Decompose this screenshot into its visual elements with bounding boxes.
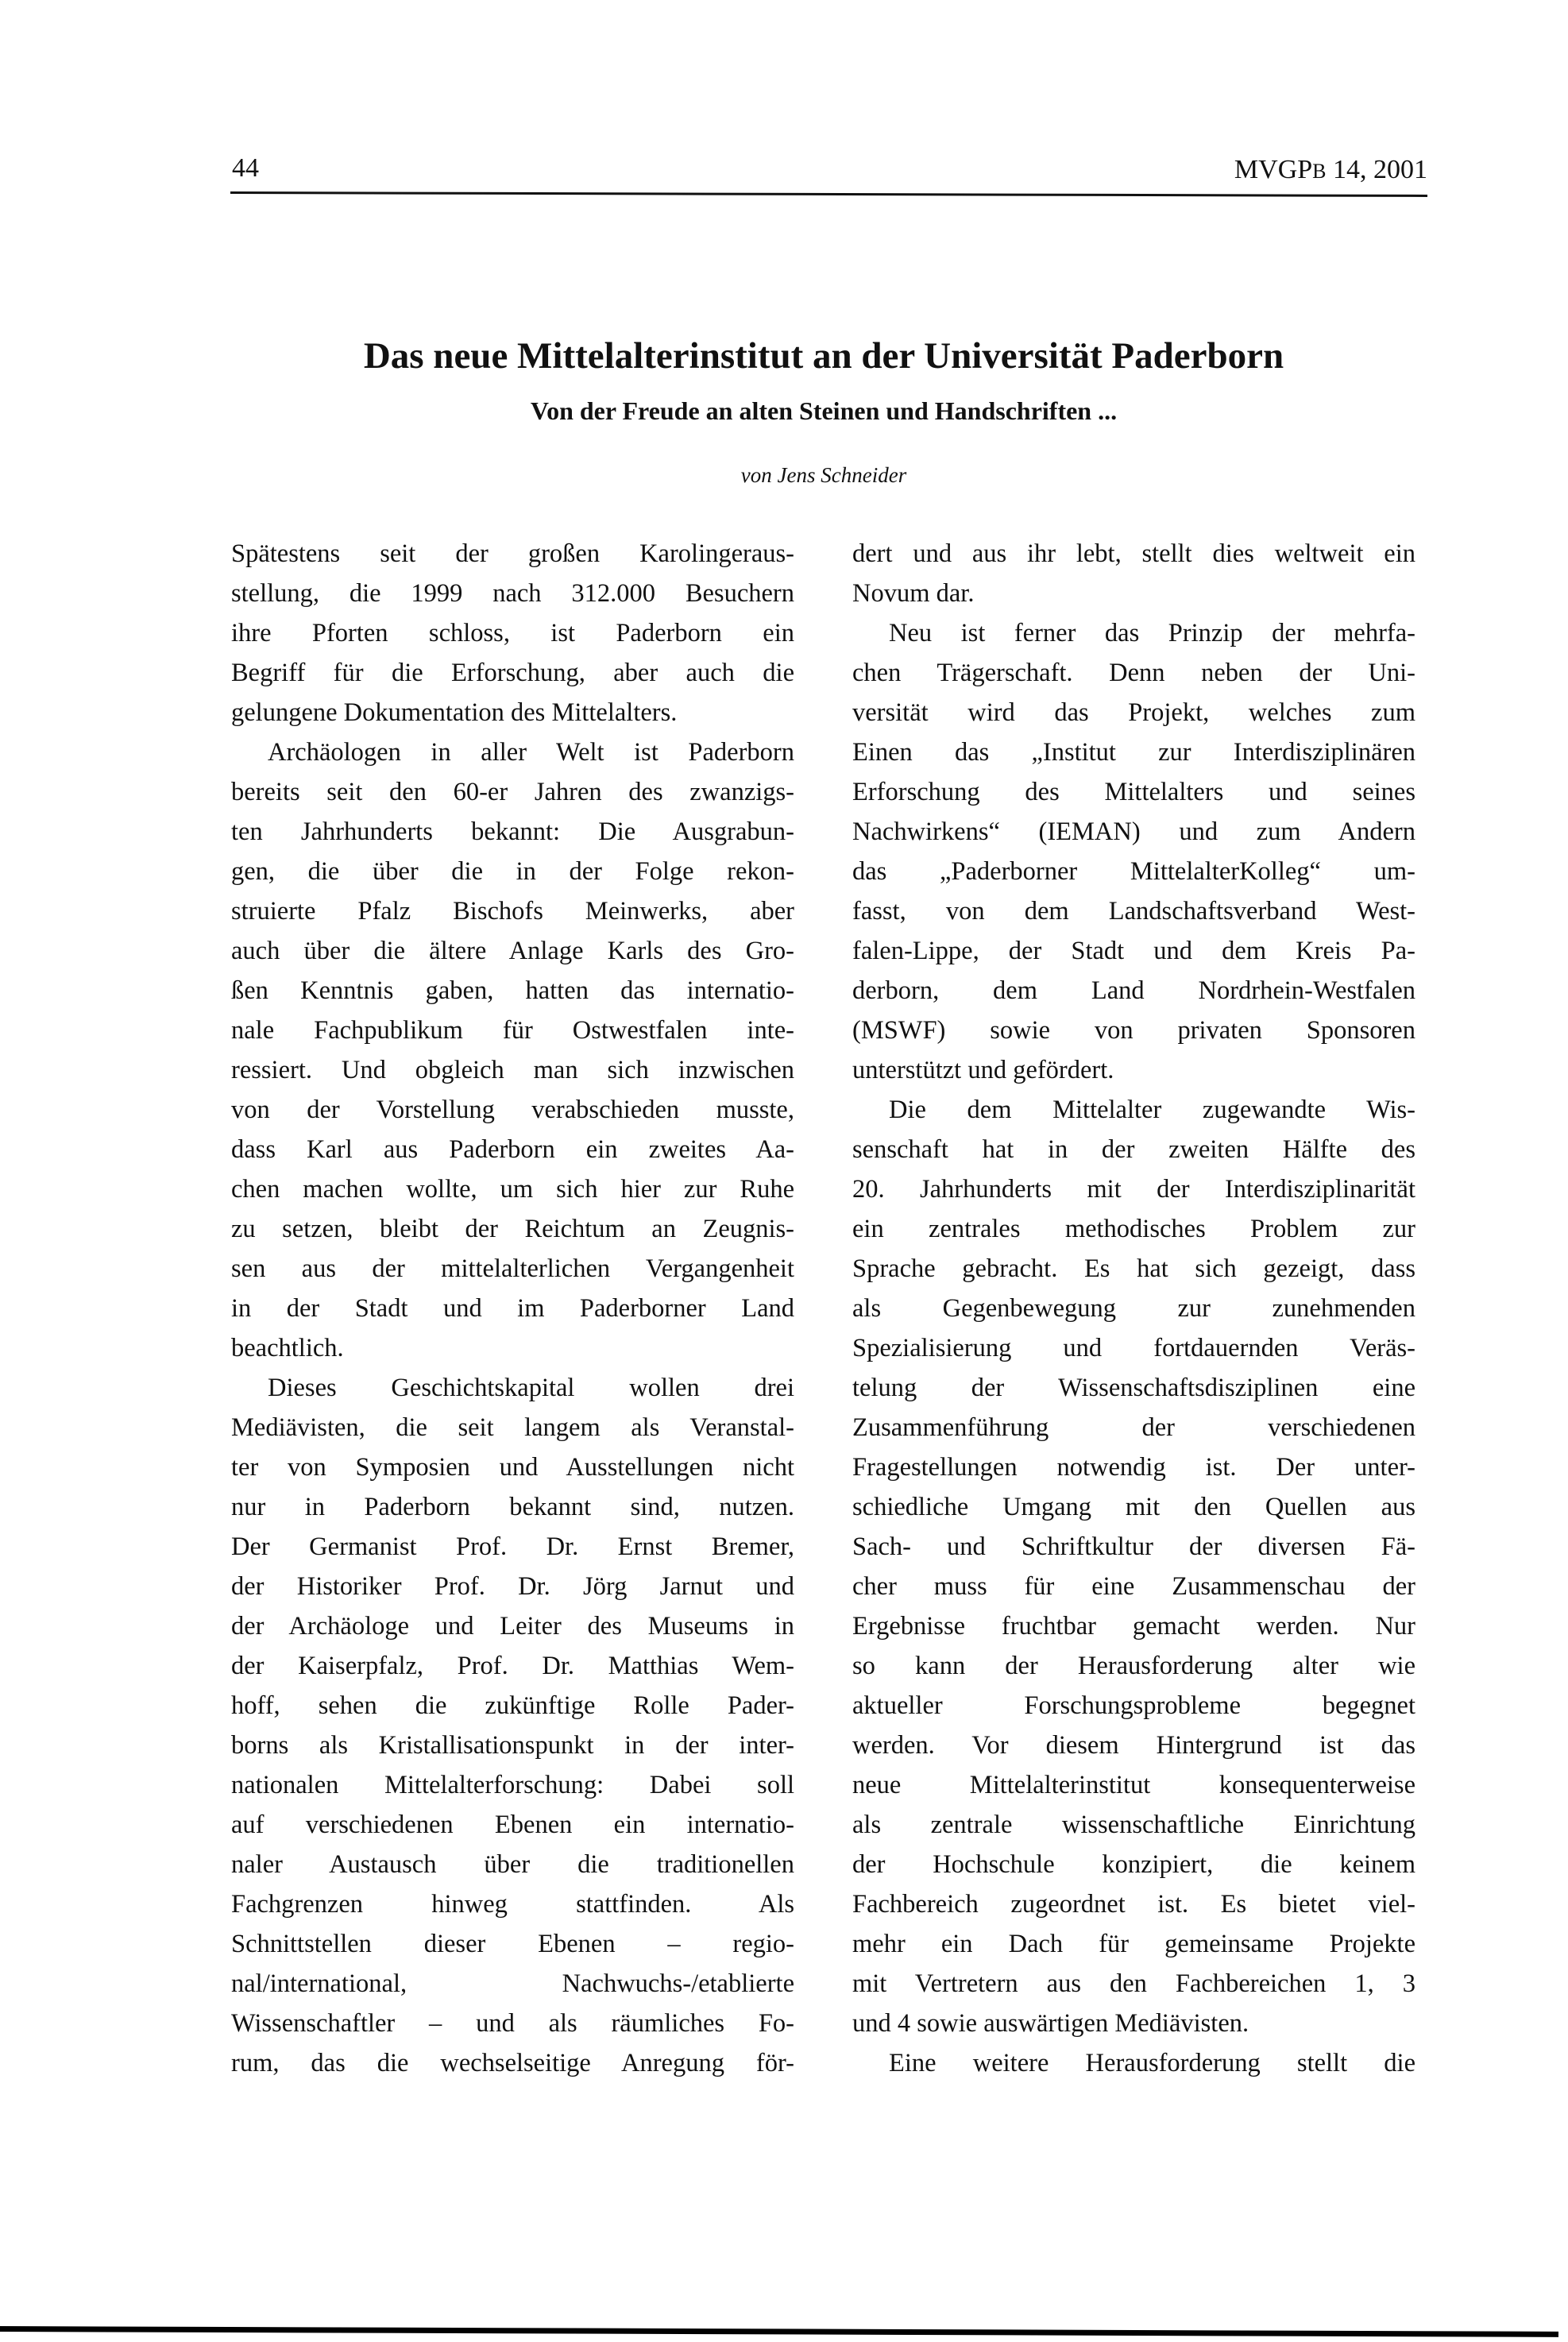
text-line: schiedliche Umgang mit den Quellen aus [852, 1493, 1415, 1521]
text-line: auf verschiedenen Ebenen ein internatio- [231, 1811, 794, 1839]
text-line: Die dem Mittelalter zugewandte Wis- [889, 1096, 1415, 1124]
page-number: 44 [232, 153, 259, 183]
text-line: aktueller Forschungsprobleme begegnet [852, 1691, 1415, 1720]
text-line: der Archäologe und Leiter des Museums in [231, 1612, 794, 1641]
text-line: auch über die ältere Anlage Karls des Gro- [231, 937, 794, 965]
text-line: chen Trägerschaft. Denn neben der Uni- [852, 659, 1415, 687]
text-line: ressiert. Und obgleich man sich inzwischen [231, 1056, 794, 1084]
text-line: bereits seit den 60-er Jahren des zwanzigs- [231, 778, 794, 806]
text-line: Mediävisten, die seit langem als Veranstal- [231, 1413, 794, 1442]
text-line: Fachbereich zugeordnet ist. Es bietet viel- [852, 1890, 1415, 1919]
text-line: Novum dar. [852, 579, 975, 608]
text-line: rum, das die wechselseitige Anregung för- [231, 2049, 794, 2077]
text-line: Fachgrenzen hinweg stattfinden. Als [231, 1890, 794, 1919]
text-line: ihre Pforten schloss, ist Paderborn ein [231, 619, 794, 647]
text-line: zu setzen, bleibt der Reichtum an Zeugnis- [231, 1215, 794, 1243]
text-line: Fragestellungen notwendig ist. Der unter- [852, 1453, 1415, 1482]
text-line: Erforschung des Mittelalters und seines [852, 778, 1415, 806]
text-line: dert und aus ihr lebt, stellt dies weltweit ein [852, 539, 1415, 568]
text-line: Wissenschaftler – und als räumliches Fo- [231, 2009, 794, 2038]
bottom-scan-edge [0, 2326, 1558, 2337]
text-line: Zusammenführung der verschiedenen [852, 1413, 1415, 1442]
text-line: telung der Wissenschaftsdisziplinen eine [852, 1374, 1415, 1402]
text-line: beachtlich. [231, 1334, 344, 1362]
text-line: Dieses Geschichtskapital wollen drei [268, 1374, 794, 1402]
text-line: senschaft hat in der zweiten Hälfte des [852, 1135, 1415, 1164]
text-line: unterstützt und gefördert. [852, 1056, 1114, 1084]
text-line: struierte Pfalz Bischofs Meinwerks, aber [231, 897, 794, 926]
text-line: (MSWF) sowie von privaten Sponsoren [852, 1016, 1415, 1045]
text-line: ter von Symposien und Ausstellungen nicht [231, 1453, 794, 1482]
journal-issue: 14, 2001 [1326, 155, 1427, 184]
text-line: Spätestens seit der großen Karolingeraus- [231, 539, 794, 568]
paragraph [852, 1090, 1415, 2043]
text-line: naler Austausch über die traditionellen [231, 1850, 794, 1879]
text-line: Archäologen in aller Welt ist Paderborn [268, 738, 794, 767]
text-line: gelungene Dokumentation des Mittelalters. [231, 698, 678, 727]
text-line: versität wird das Projekt, welches zum [852, 698, 1415, 727]
text-line: Begriff für die Erforschung, aber auch die [231, 659, 794, 687]
journal-reference [1234, 153, 1427, 189]
text-line: als zentrale wissenschaftliche Einrichtung [852, 1811, 1415, 1839]
paragraph [231, 534, 794, 732]
text-line: nur in Paderborn bekannt sind, nutzen. [231, 1493, 794, 1521]
article-subtitle: Von der Freude an alten Steinen und Handschriften ... [530, 396, 1118, 425]
header-rule [230, 191, 1427, 197]
text-line: fasst, von dem Landschaftsverband West- [852, 897, 1415, 926]
text-line: als Gegenbewegung zur zunehmenden [852, 1294, 1415, 1323]
text-line: Der Germanist Prof. Dr. Ernst Bremer, [231, 1532, 794, 1561]
text-line: in der Stadt und im Paderborner Land [231, 1294, 794, 1323]
paragraph [852, 2043, 1415, 2083]
text-line: der Historiker Prof. Dr. Jörg Jarnut und [231, 1572, 794, 1601]
article-title: Das neue Mittelalterinstitut an der Universität Paderborn [363, 335, 1284, 377]
text-column-left [231, 534, 794, 2083]
journal-small-cap: B [1312, 160, 1327, 183]
paragraph [852, 534, 1415, 613]
text-line: falen-Lippe, der Stadt und dem Kreis Pa- [852, 937, 1415, 965]
text-line: so kann der Herausforderung alter wie [852, 1652, 1415, 1680]
text-line: nal/international, Nachwuchs-/etablierte [231, 1969, 794, 1998]
article-byline: von Jens Schneider [740, 463, 907, 487]
text-line: hoff, sehen die zukünftige Rolle Pader- [231, 1691, 794, 1720]
text-line: cher muss für eine Zusammenschau der [852, 1572, 1415, 1601]
text-line: gen, die über die in der Folge rekon- [231, 857, 794, 886]
text-line: Neu ist ferner das Prinzip der mehrfa- [889, 619, 1415, 647]
text-line: das „Paderborner MittelalterKolleg“ um- [852, 857, 1415, 886]
text-line: sen aus der mittelalterlichen Vergangenheit [231, 1254, 794, 1283]
text-line: ßen Kenntnis gaben, hatten das internatio- [231, 976, 794, 1005]
text-line: ten Jahrhunderts bekannt: Die Ausgrabun- [231, 817, 794, 846]
text-line: nale Fachpublikum für Ostwestfalen inte- [231, 1016, 794, 1045]
paragraph [852, 613, 1415, 1090]
text-line: Ergebnisse fruchtbar gemacht werden. Nur [852, 1612, 1415, 1641]
text-line: und 4 sowie auswärtigen Mediävisten. [852, 2009, 1249, 2038]
text-line: 20. Jahrhunderts mit der Interdisziplinarität [852, 1175, 1415, 1204]
text-line: derborn, dem Land Nordrhein-Westfalen [852, 976, 1415, 1005]
text-line: Einen das „Institut zur Interdisziplinären [852, 738, 1415, 767]
text-line: werden. Vor diesem Hintergrund ist das [852, 1731, 1415, 1760]
text-line: mehr ein Dach für gemeinsame Projekte [852, 1930, 1415, 1958]
text-line: Spezialisierung und fortdauernden Veräs- [852, 1334, 1415, 1362]
text-line: der Kaiserpfalz, Prof. Dr. Matthias Wem- [231, 1652, 794, 1680]
text-line: ein zentrales methodisches Problem zur [852, 1215, 1415, 1243]
text-line: Sprache gebracht. Es hat sich gezeigt, dass [852, 1254, 1415, 1283]
text-line: chen machen wollte, um sich hier zur Ruhe [231, 1175, 794, 1204]
text-line: stellung, die 1999 nach 312.000 Besuchern [231, 579, 794, 608]
text-line: von der Vorstellung verabschieden musste, [231, 1096, 794, 1124]
paragraph [231, 732, 794, 1368]
text-line: nationalen Mittelalterforschung: Dabei soll [231, 1771, 794, 1799]
text-line: borns als Kristallisationspunkt in der inter- [231, 1731, 794, 1760]
journal-prefix: MVGP [1234, 155, 1313, 184]
text-column-right [852, 534, 1415, 2083]
text-line: dass Karl aus Paderborn ein zweites Aa- [231, 1135, 794, 1164]
text-line: Sach- und Schriftkultur der diversen Fä- [852, 1532, 1415, 1561]
text-line: Eine weitere Herausforderung stellt die [889, 2049, 1415, 2077]
text-line: Nachwirkens“ (IEMAN) und zum Andern [852, 817, 1415, 846]
text-line: der Hochschule konzipiert, die keinem [852, 1850, 1415, 1879]
text-line: neue Mittelalterinstitut konsequenterweise [852, 1771, 1415, 1799]
text-line: mit Vertretern aus den Fachbereichen 1, 3 [852, 1969, 1415, 1998]
text-line: Schnittstellen dieser Ebenen – regio- [231, 1930, 794, 1958]
paragraph [231, 1368, 794, 2083]
